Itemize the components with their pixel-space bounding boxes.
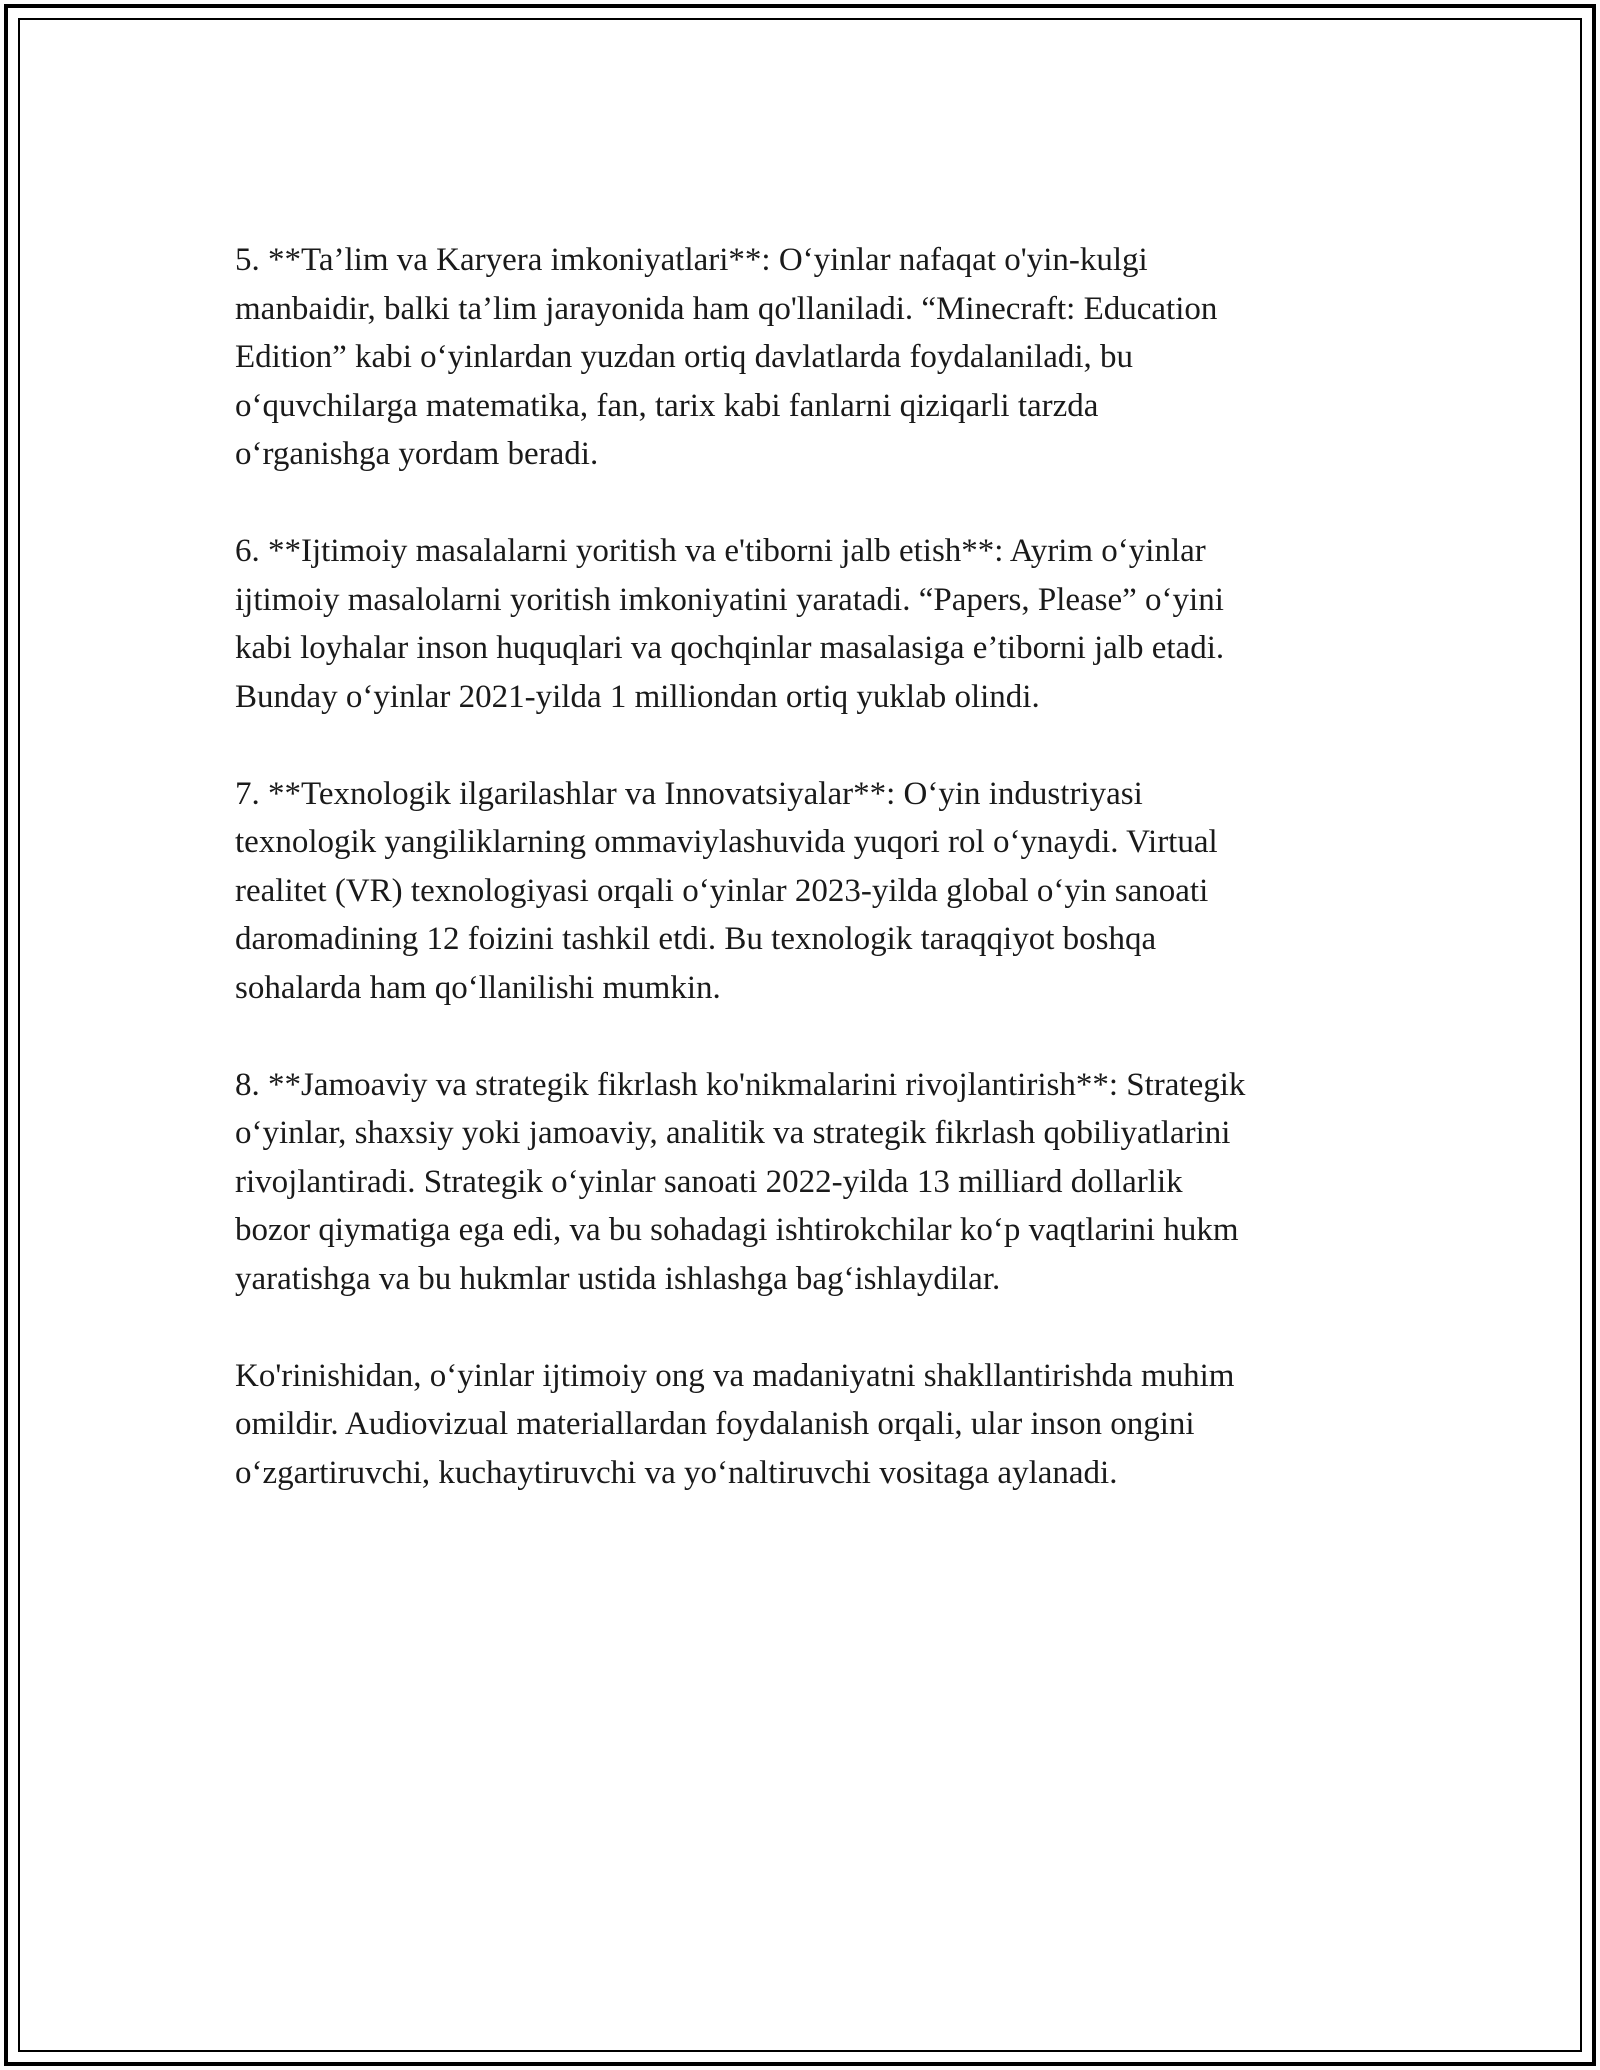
paragraph-6-social-issues: 6. **Ijtimoiy masalalarni yoritish va e'tiborni jalb etish**: Ayrim o‘yinlar ijtimoiy masalolarni yoritish imkoniyatini yaratadi. “Papers, Please” o‘yini kabi loyhalar inson huquqlari va qochqinlar masalasiga e’tiborni jalb etadi. Bunday o‘yinlar 2021-yilda 1 milliondan ortiq yuklab olindi. — [235, 533, 1225, 715]
paragraph-conclusion: Ko'rinishidan, o‘yinlar ijtimoiy ong va madaniyatni shakllantirishda muhim omildir. Audiovizual materiallardan foydalanish orqali, ular inson ongini o‘zgartiruvchi, kuchaytiruvchi va yo‘naltiruvchi vositaga aylanadi. — [235, 1357, 1235, 1491]
paragraph-7-technology-innovation: 7. **Texnologik ilgarilashlar va Innovatsiyalar**: O‘yin industriyasi texnologik yangiliklarning ommaviylashuvida yuqori rol o‘ynaydi. Virtual realitet (VR) texnologiyasi orqali o‘yinlar 2023-yilda global o‘yin sanoati daromadining 12 foizini tashkil etdi. Bu texnologik taraqqiyot boshqa sohalarda ham qo‘llanilishi mumkin. — [235, 775, 1218, 1006]
paragraph-8-strategic-thinking: 8. **Jamoaviy va strategik fikrlash ko'nikmalarini rivojlantirish**: Strategik o‘yinlar, shaxsiy yoki jamoaviy, analitik va strategik fikrlash qobiliyatlarini rivojlantiradi. Strategik o‘yinlar sanoati 2022-yilda 13 milliard dollarlik bozor qiymatiga ega edi, va bu sohadagi ishtirokchilar ko‘p vaqtlarini hukm yaratishga va bu hukmlar ustida ishlashga bag‘ishlaydilar. — [235, 1066, 1246, 1297]
paragraph-5-education-career: 5. **Ta’lim va Karyera imkoniyatlari**: O‘yinlar nafaqat o'yin-kulgi manbaidir, balki ta’lim jarayonida ham qo'llaniladi. “Minecraft: Education Edition” kabi o‘yinlardan yuzdan ortiq davlatlarda foydalaniladi, bu o‘quvchilarga matematika, fan, tarix kabi fanlarni qiziqarli tarzda o‘rganishga yordam beradi. — [235, 242, 1218, 472]
document-body — [235, 236, 1375, 1546]
